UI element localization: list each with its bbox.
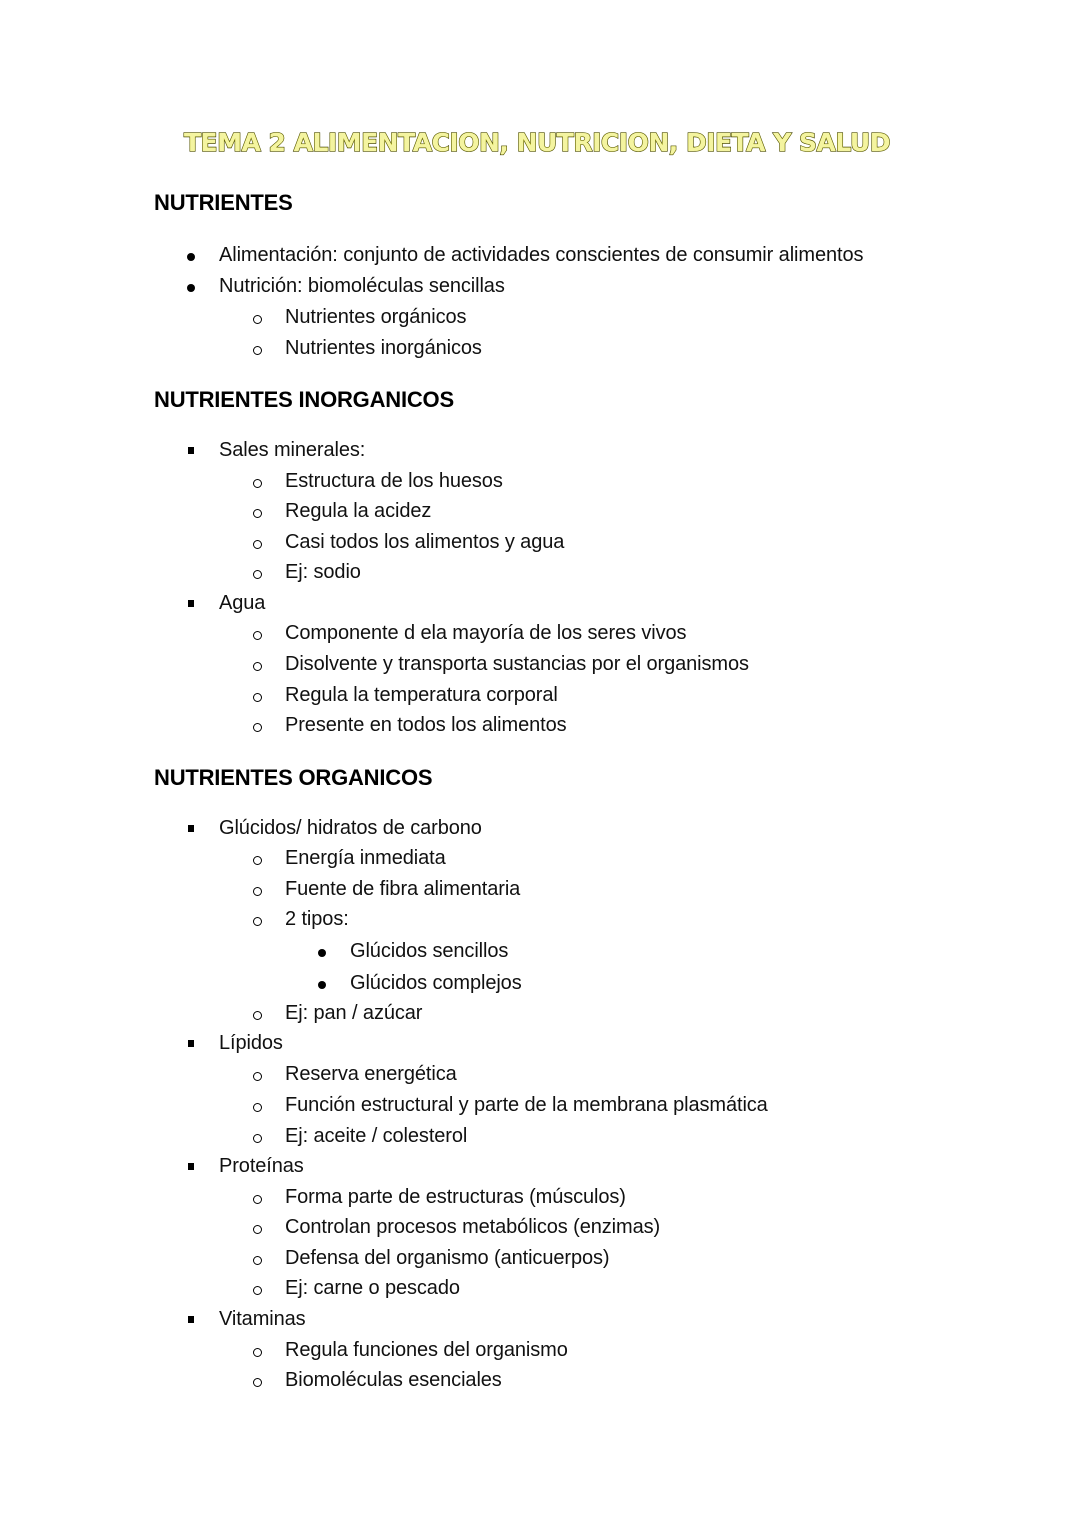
bullet-disc-icon <box>318 981 326 989</box>
bullet-disc-icon <box>187 253 195 261</box>
bullet-circle-icon <box>253 1348 262 1357</box>
bullet-circle-icon <box>253 509 262 518</box>
bullet-circle-icon <box>253 1195 262 1204</box>
bullet-circle-icon <box>253 1378 262 1387</box>
bullet-circle-icon <box>253 346 262 355</box>
bullet-circle-icon <box>253 1256 262 1265</box>
bullet-square-icon <box>188 825 194 832</box>
bullet-square-icon <box>188 447 194 454</box>
bullet-square-icon <box>188 1040 194 1047</box>
bullet-circle-icon <box>253 570 262 579</box>
bullet-circle-icon <box>253 662 262 671</box>
bullet-disc-icon <box>187 284 195 292</box>
bullet-square-icon <box>188 1163 194 1170</box>
bullet-circle-icon <box>253 723 262 732</box>
bullet-circle-icon <box>253 631 262 640</box>
bullet-circle-icon <box>253 315 262 324</box>
bullet-square-icon <box>188 600 194 607</box>
bullet-circle-icon <box>253 1134 262 1143</box>
bullet-square-icon <box>188 1316 194 1323</box>
bullet-circle-icon <box>253 1286 262 1295</box>
bullet-circle-icon <box>253 693 262 702</box>
bullet-circle-icon <box>253 540 262 549</box>
bullet-circle-icon <box>253 1011 262 1020</box>
section-heading-nutrientes: NUTRIENTES <box>154 190 293 215</box>
bullet-circle-icon <box>253 1103 262 1112</box>
bullet-circle-icon <box>253 856 262 865</box>
bullet-circle-icon <box>253 479 262 488</box>
page-title: TEMA 2 ALIMENTACION, NUTRICION, DIETA Y SALUD <box>183 128 890 157</box>
section-heading-nutrientes-organicos: NUTRIENTES ORGANICOS <box>154 765 433 790</box>
bullet-circle-icon <box>253 917 262 926</box>
bullet-disc-icon <box>318 949 326 957</box>
bullet-circle-icon <box>253 887 262 896</box>
bullet-circle-icon <box>253 1072 262 1081</box>
bullet-circle-icon <box>253 1225 262 1234</box>
section-heading-nutrientes-inorganicos: NUTRIENTES INORGANICOS <box>154 387 454 412</box>
